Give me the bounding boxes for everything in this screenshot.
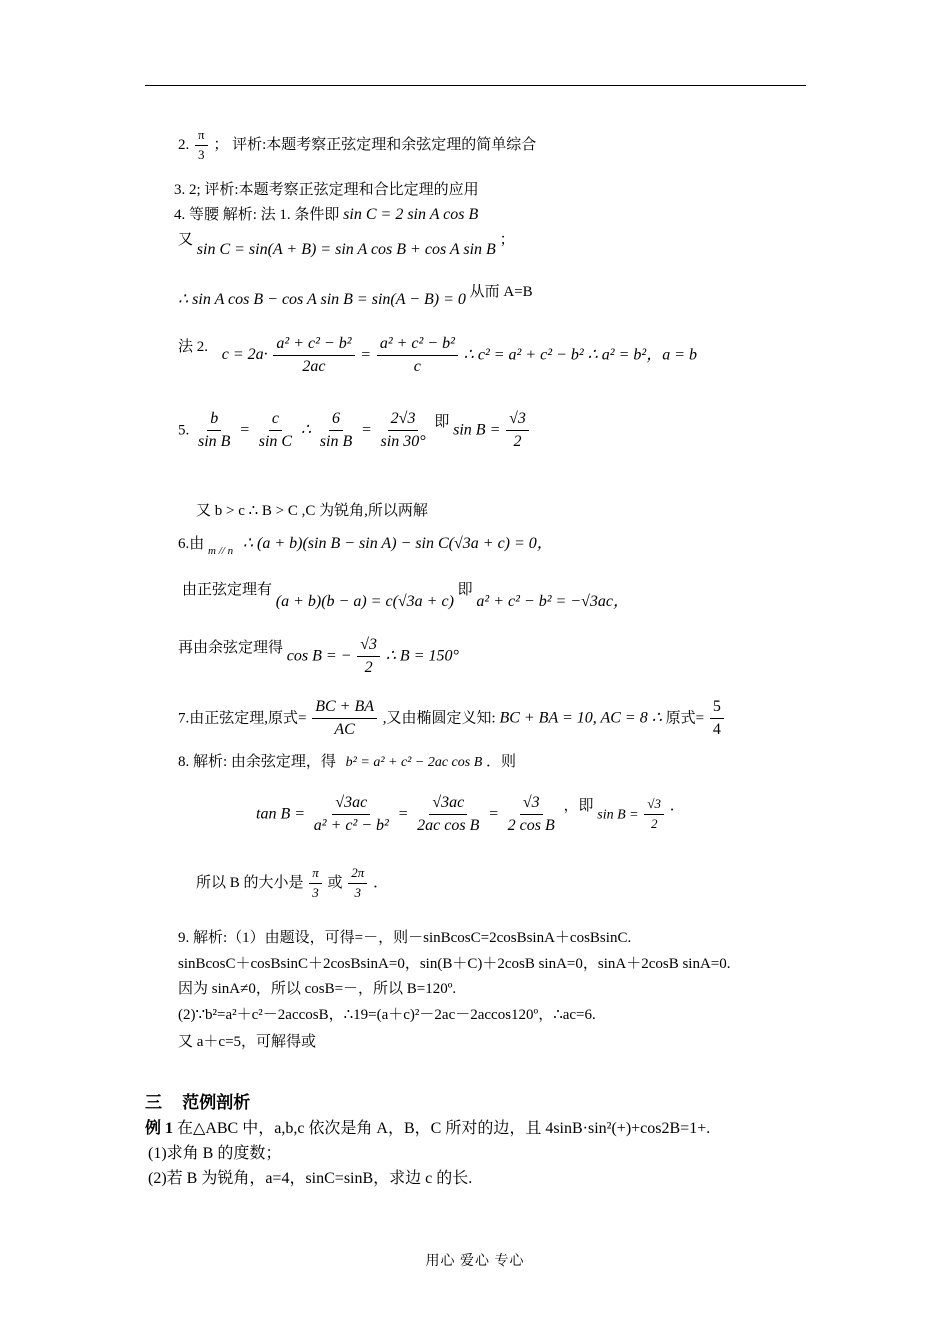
item-9-line4: (2)∵b²=a²＋c²－2accosB，∴19=(a＋c)²－2ac－2accos120º，∴ac=6. xyxy=(178,1007,596,1023)
fraction-bc-ba-ac: $\frac{BC + BA}{AC}$ xyxy=(312,698,377,740)
header-rule xyxy=(145,85,806,86)
item-8: 8. 解析: 由余弦定理，得 b² = a² + c² − 2ac cos B ．则 xyxy=(178,754,517,770)
fraction-b-sinB: $\frac{b}{\text{sin B}}$ xyxy=(198,410,231,451)
fraction-2root3-sin30: $\frac{2√3}{\sin 30^\circ}$ xyxy=(380,410,426,451)
vector-parallel: m // n xyxy=(208,545,234,557)
fraction-tan-2: $\frac{√3ac}{\text{2ac cos B}}$ xyxy=(417,794,480,835)
fraction-6-sinB: $\frac{6}{\text{sin B}}$ xyxy=(319,410,353,451)
fraction-tan-3: $\frac{√3}{\text{2 cos B}}$ xyxy=(507,794,555,835)
item-4-method2: 法 2. c = 2a· $\frac{\text{a² + c² − b²}}{2ac}$ = $\frac{\text{a² + c² − b²}}{c}$ ∴ c² = a² + c² − b² ∴ a² = b²，a = b xyxy=(178,335,697,376)
fraction-sinB-result: $\frac{√3}{2}$ xyxy=(644,797,664,832)
example-question-1: (1)求角 B 的度数； xyxy=(148,1145,282,1162)
item-2-num: 2. xyxy=(178,136,190,153)
item-7: 7.由正弦定理,原式= $\frac{BC + BA}{AC}$ ,又由椭圆定义知: BC + BA = 10, AC = 8 ∴ 原式= $\frac{5}{4}$ xyxy=(178,698,726,740)
section-heading: 三 范例剖析 xyxy=(145,1093,251,1112)
item-8-tan: tan B = $\frac{√3ac}{\text{a² + c² − b²}}$ = $\frac{√3ac}{\text{2ac cos B}}$ = $\frac{√3}{\text{2 cos B}}$ ，即 sin B = $\frac{√3}{2}$ ． xyxy=(256,794,685,835)
item-5: 5. $\frac{b}{\text{sin B}}$ = $\frac{c}{\text{sin C}}$ ∴ $\frac{6}{\text{sin B}}$ = $\frac{2√3}{\sin 30^\circ}$ 即 sin B = $\frac{√3}{2}$ xyxy=(178,410,531,452)
cosine-fraction-1: $\frac{\text{a² + c² − b²}}{2ac}$ xyxy=(273,335,354,377)
item-4-difference-formula: ∴ sin A cos B − cos A sin B = sin(A − B) = 0 xyxy=(178,291,466,308)
fraction-pi-3: $\frac{\pi}{3}$ xyxy=(309,866,322,901)
item-5-note: 又 b > c ∴ B > C ,C 为锐角,所以两解 xyxy=(196,503,428,519)
item-8-conclusion: 所以 B 的大小是 $\frac{\pi}{3}$ 或 $\frac{2\pi}{3}$ ． xyxy=(196,865,389,900)
pi-over-3-fraction: $\frac{\pi}{3}$ xyxy=(195,128,208,163)
item-9-line5: 又 a＋c=5，可解得或 xyxy=(178,1034,317,1050)
item-4: 4. 等腰 解析: 法 1. 条件即 sin C = 2 sin A cos B xyxy=(174,206,479,223)
item-6: 6.由 $_{m // n}$ ∴ (a + b)(sin B − sin A) − sin C(√3a + c) = 0， xyxy=(178,535,553,557)
item-4-line2: 又 sin C = sin(A + B) = sin A cos B + cos A sin B ； xyxy=(178,232,515,258)
item-9-line3: 因为 sinA≠0，所以 cosB=－，所以 B=120º. xyxy=(178,981,457,997)
item-6-line3: 再由余弦定理得 cos B = − $\frac{√3}{2}$ ∴ B = 150° xyxy=(178,636,459,677)
item-9-line1: 9. 解析:（1）由题设，可得=－，则－sinBcosC=2cosBsinA＋cosBsinC. xyxy=(178,930,632,946)
item-6-line2: 由正弦定理有 (a + b)(b − a) = c(√3a + c) 即 a² + c² − b² = −√3ac， xyxy=(182,582,629,610)
item-4-sum-formula: sin C = sin(A + B) = sin A cos B + cos A sin B xyxy=(196,241,496,258)
fraction-5-4: $\frac{5}{4}$ xyxy=(710,698,724,740)
example-question-2: (2)若 B 为锐角，a=4，sinC=sinB，求边 c 的长. xyxy=(148,1170,473,1187)
fraction-tan-1: $\frac{√3ac}{\text{a² + c² − b²}}$ xyxy=(313,794,389,835)
fraction-root3-2: $\frac{√3}{2}$ xyxy=(506,410,529,452)
fraction-c-sinC: $\frac{c}{\text{sin C}}$ xyxy=(258,410,293,451)
item-4-equation: sin C = 2 sin A cos B xyxy=(343,206,479,223)
item-2-text: ； 评析:本题考察正弦定理和余弦定理的简单综合 xyxy=(213,136,537,153)
item-4-line3: ∴ sin A cos B − cos A sin B = sin(A − B) = 0 从而 A=B xyxy=(178,284,533,308)
fraction-2pi-3: $\frac{2\pi}{3}$ xyxy=(348,866,367,901)
cosine-fraction-2: $\frac{\text{a² + c² − b²}}{c}$ xyxy=(377,335,458,377)
fraction-root3-2-b: $\frac{√3}{2}$ xyxy=(357,636,380,678)
page-footer: 用心 爱心 专心 xyxy=(425,1254,525,1269)
example-1: 例 1 在△ABC 中，a,b,c 依次是角 A，B，C 所对的边，且 4sinB·sin²(+)+cos2B=1+. xyxy=(145,1120,711,1137)
item-3: 3. 2; 评析:本题考察正弦定理和合比定理的应用 xyxy=(174,182,479,198)
item-2 xyxy=(178,128,536,163)
item-9-line2: sinBcosC＋cosBsinC＋2cosBsinA=0，sin(B＋C)＋2cosB sinA=0，sinA＋2cosB sinA=0. xyxy=(178,956,731,972)
